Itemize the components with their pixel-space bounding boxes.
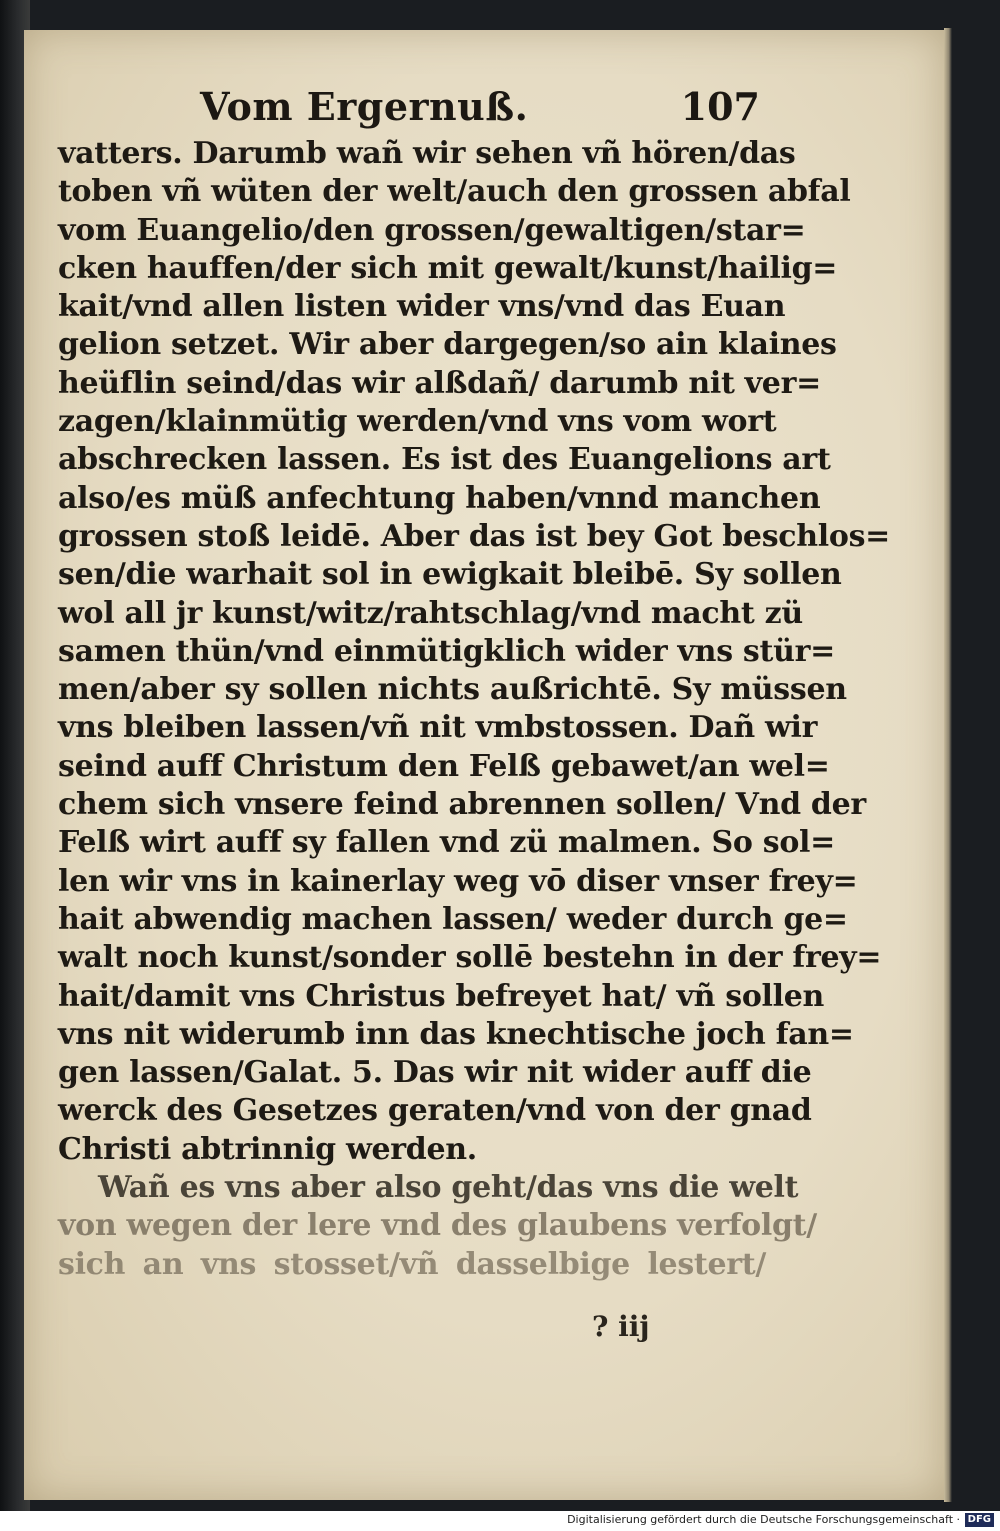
text-line: also/es müß anfechtung haben/vnnd manchen (58, 480, 821, 516)
text-line: chem sich vnsere feind abrennen sollen/ Vnd der (58, 787, 866, 823)
page-header (200, 84, 760, 134)
text-line: hait abwendig machen lassen/ weder durch ge= (58, 901, 848, 937)
text-line: kait/vnd allen listen wider vns/vnd das Euan (58, 289, 786, 325)
text-line: werck des Gesetzes geraten/vnd von der gnad (58, 1093, 812, 1129)
text-line: heüflin seind/das wir alßdañ/ darumb nit ver= (58, 365, 821, 401)
signature-mark: ? iij (592, 1310, 650, 1343)
dfg-logo: DFG (965, 1513, 994, 1527)
text-line: Felß wirt auff sy fallen vnd zü malmen. So sol= (58, 825, 835, 861)
text-line: wol all jr kunst/witz/rahtschlag/vnd macht zü (58, 595, 803, 631)
running-head: Vom Ergernuß. (200, 84, 529, 129)
body-text (58, 135, 891, 1284)
text-line: sich an vns stosset/vñ dasselbige lestert/ (58, 1246, 766, 1282)
text-line: seind auff Christum den Felß gebawet/an wel= (58, 748, 830, 784)
text-line: vns nit widerumb inn das knechtische joch fan= (58, 1016, 854, 1052)
text-line: hait/damit vns Christus befreyet hat/ vñ sollen (58, 978, 825, 1014)
text-line: zagen/klainmütig werden/vnd vns vom wort (58, 404, 777, 440)
text-line: samen thün/vnd einmütigklich wider vns stür= (58, 633, 835, 669)
text-line: len wir vns in kainerlay weg vō diser vnser frey= (58, 863, 858, 899)
text-line: Wañ es vns aber also geht/das vns die welt (98, 1170, 799, 1206)
text-line: abschrecken lassen. Es ist des Euangelions art (58, 442, 831, 478)
text-line: Christi abtrinnig werden. (58, 1131, 477, 1167)
text-line: gen lassen/Galat. 5. Das wir nit wider auff die (58, 1055, 812, 1091)
text-line: vom Euangelio/den grossen/gewaltigen/star= (58, 212, 806, 248)
page-number: 107 (680, 84, 760, 129)
text-line: walt noch kunst/sonder sollē bestehn in der frey= (58, 940, 882, 976)
text-line: grossen stoß leidē. Aber das ist bey Got beschlos= (58, 518, 891, 554)
text-line: von wegen der lere vnd des glaubens verfolgt/ (58, 1208, 817, 1244)
text-line: toben vñ wüten der welt/auch den grossen abfal (58, 174, 851, 210)
text-line: cken hauffen/der sich mit gewalt/kunst/hailig= (58, 250, 838, 286)
page-edge (944, 28, 952, 1502)
text-line: vns bleiben lassen/vñ nit vmbstossen. Dañ wir (58, 710, 818, 746)
text-line: men/aber sy sollen nichts außrichtē. Sy müssen (58, 672, 847, 708)
text-line: sen/die warhait sol in ewigkait bleibē. Sy sollen (58, 557, 842, 593)
text-line: vatters. Darumb wañ wir sehen vñ hören/das (58, 136, 796, 171)
footer-credit: Digitalisierung gefördert durch die Deutsche Forschungsgemeinschaft · (567, 1513, 960, 1526)
text-line: gelion setzet. Wir aber dargegen/so ain klaines (58, 327, 837, 363)
